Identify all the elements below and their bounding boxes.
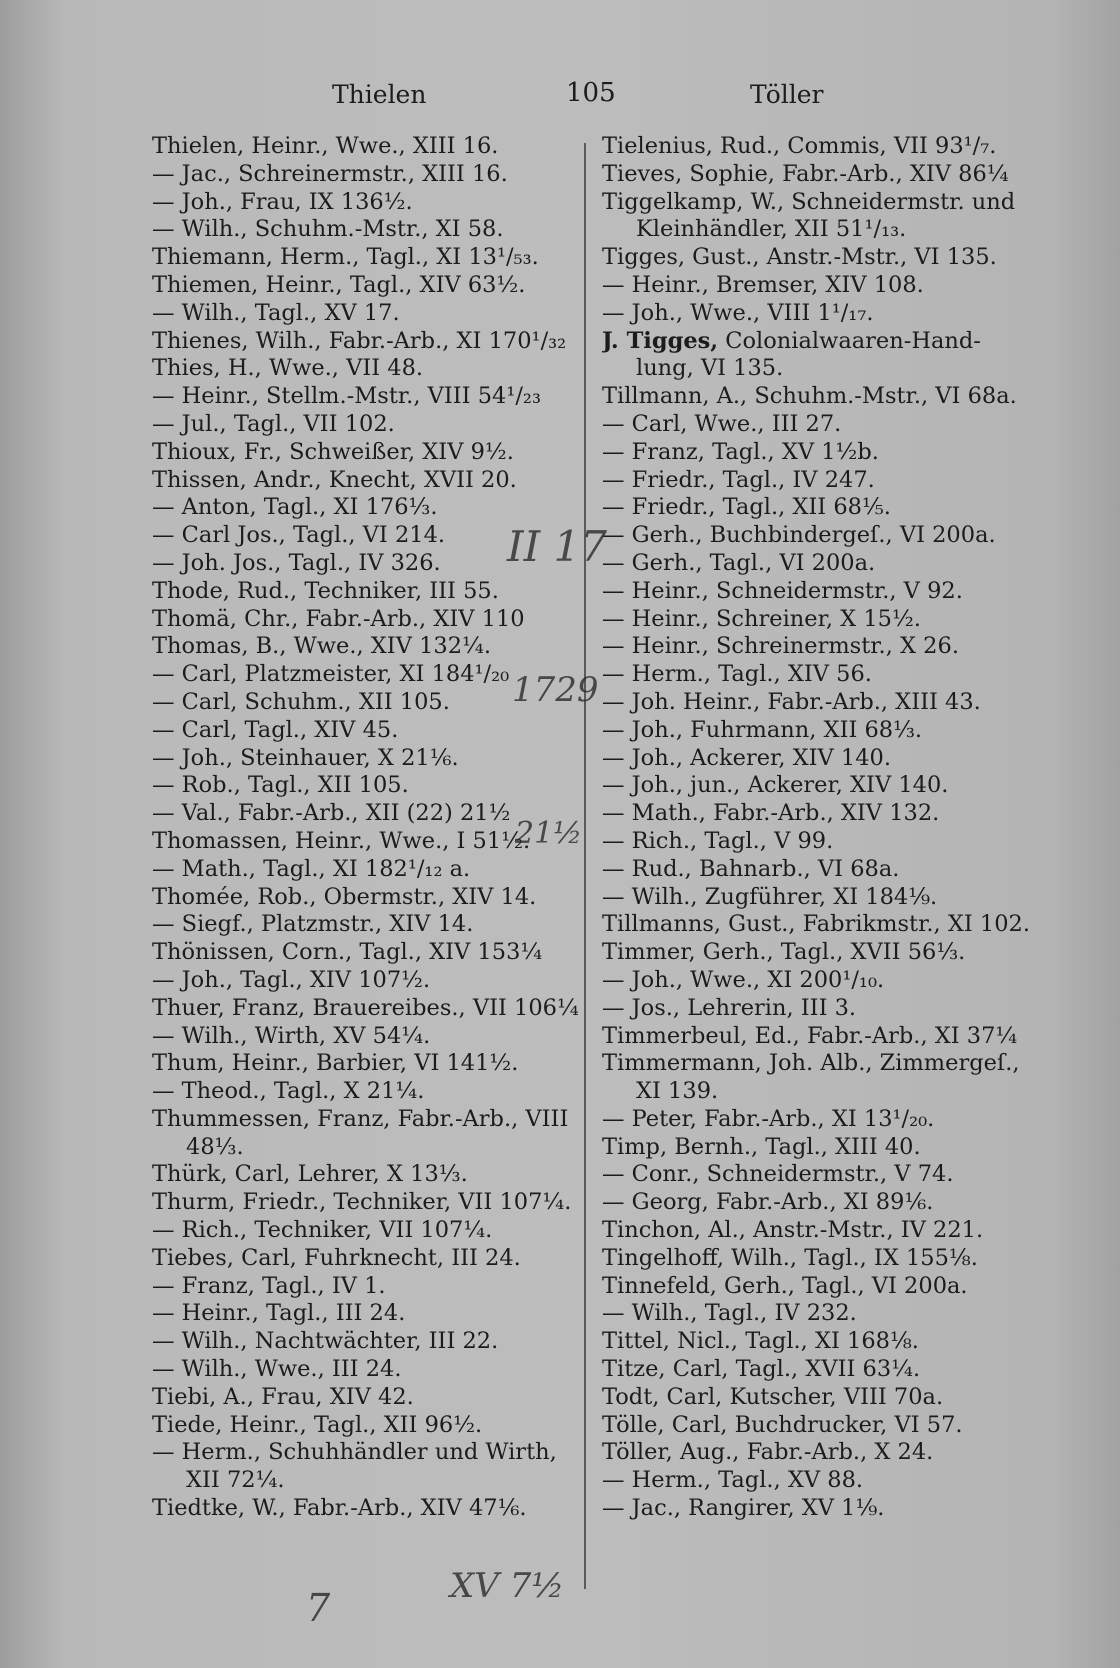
- directory-entry: — Wilh., Zugführer, XI 184⅑.: [602, 883, 938, 910]
- advertiser-detail: Colonialwaaren-Hand-: [718, 327, 981, 354]
- directory-entry: Tölle, Carl, Buchdrucker, VI 57.: [602, 1411, 963, 1438]
- right-column: [602, 133, 1042, 1523]
- directory-entry: — Rich., Techniker, VII 107¼.: [152, 1217, 493, 1244]
- directory-entry: Thomassen, Heinr., Wwe., I 51½.: [152, 827, 531, 854]
- handwritten-note: 21½: [515, 816, 583, 851]
- directory-entry: Thummessen, Franz, Fabr.-Arb., VIII: [152, 1105, 569, 1132]
- directory-entry: Thissen, Andr., Knecht, XVII 20.: [152, 466, 517, 493]
- directory-entry: Thomas, B., Wwe., XIV 132¼.: [152, 633, 492, 660]
- directory-entry: — Carl, Schuhm., XII 105.: [152, 688, 450, 715]
- directory-entry: — Wilh., Schuhm.-Mstr., XI 58.: [152, 216, 504, 243]
- directory-entry: Thuer, Franz, Brauereibes., VII 106¼: [152, 994, 579, 1021]
- directory-entry: Tillmanns, Gust., Fabrikmstr., XI 102.: [602, 911, 1030, 938]
- directory-entry-continuation: XII 72¼.: [186, 1467, 285, 1494]
- directory-entry: Todt, Carl, Kutscher, VIII 70a.: [602, 1383, 944, 1410]
- directory-entry: — Carl, Wwe., III 27.: [602, 410, 842, 437]
- header-right-keyword: Töller: [750, 80, 824, 109]
- directory-entry: — Friedr., Tagl., XII 68⅕.: [602, 494, 891, 521]
- directory-entry: Tiedtke, W., Fabr.-Arb., XIV 47⅙.: [152, 1495, 527, 1522]
- handwritten-note: 1729: [512, 670, 599, 710]
- directory-entry: Tiebes, Carl, Fuhrknecht, III 24.: [152, 1244, 521, 1271]
- directory-entry: Timmermann, Joh. Alb., Zimmergeſ.,: [602, 1050, 1020, 1077]
- directory-entry: — Joh., Tagl., XIV 107½.: [152, 966, 431, 993]
- directory-entry: — Herm., Tagl., XIV 56.: [602, 661, 872, 688]
- directory-entry: — Carl, Tagl., XIV 45.: [152, 716, 399, 743]
- directory-entry: — Jul., Tagl., VII 102.: [152, 410, 395, 437]
- directory-entry: — Joh., Frau, IX 136½.: [152, 188, 413, 215]
- directory-entry: — Jac., Schreinermstr., XIII 16.: [152, 160, 508, 187]
- directory-entry: Thürk, Carl, Lehrer, X 13⅓.: [152, 1161, 468, 1188]
- directory-entry: Timmerbeul, Ed., Fabr.-Arb., XI 37¼: [602, 1022, 1018, 1049]
- header-left-keyword: Thielen: [332, 80, 427, 109]
- directory-entry: Thurm, Friedr., Techniker, VII 107¼.: [152, 1189, 572, 1216]
- directory-entry: — Rud., Bahnarb., VI 68a.: [602, 855, 900, 882]
- directory-entry: — Val., Fabr.-Arb., XII (22) 21½: [152, 800, 511, 827]
- directory-entry: — Jos., Lehrerin, III 3.: [602, 994, 857, 1021]
- directory-entry: Thies, H., Wwe., VII 48.: [152, 355, 424, 382]
- directory-entry: — Conr., Schneidermstr., V 74.: [602, 1161, 954, 1188]
- handwritten-note: 7: [306, 1586, 331, 1630]
- directory-entry: Thode, Rud., Techniker, III 55.: [152, 577, 499, 604]
- directory-entry: Tinchon, Al., Anstr.-Mstr., IV 221.: [602, 1217, 984, 1244]
- directory-entry: — Theod., Tagl., X 21¼.: [152, 1078, 425, 1105]
- directory-entry: — Heinr., Tagl., III 24.: [152, 1300, 406, 1327]
- directory-entry: Timmer, Gerh., Tagl., XVII 56⅓.: [602, 939, 966, 966]
- directory-entry: — Gerh., Tagl., VI 200a.: [602, 549, 876, 576]
- directory-entry: — Anton, Tagl., XI 176⅓.: [152, 494, 438, 521]
- directory-entry: — Joh., Wwe., XI 200¹/₁₀.: [602, 966, 885, 993]
- directory-entry: — Joh., Ackerer, XIV 140.: [602, 744, 892, 771]
- directory-entry: — Franz, Tagl., IV 1.: [152, 1272, 386, 1299]
- handwritten-note: XV 7½: [450, 1566, 565, 1606]
- directory-entry: — Jac., Rangirer, XV 1⅑.: [602, 1495, 885, 1522]
- directory-entry: Tiggelkamp, W., Schneidermstr. und: [602, 188, 1016, 215]
- directory-entry: — Peter, Fabr.-Arb., XI 13¹/₂₀.: [602, 1105, 935, 1132]
- directory-entry: — Friedr., Tagl., IV 247.: [602, 466, 875, 493]
- directory-entry: Timp, Bernh., Tagl., XIII 40.: [602, 1133, 921, 1160]
- directory-entry: — Joh., jun., Ackerer, XIV 140.: [602, 772, 949, 799]
- directory-entry-continuation: XI 139.: [636, 1078, 719, 1105]
- directory-entry: Tieves, Sophie, Fabr.-Arb., XIV 86¼: [602, 160, 1009, 187]
- directory-entry: Thienes, Wilh., Fabr.-Arb., XI 170¹/₃₂: [152, 327, 567, 354]
- advertiser-name: J. Tigges,: [602, 327, 719, 354]
- directory-entry-continuation: 48⅓.: [186, 1133, 244, 1160]
- directory-entry: Thiemen, Heinr., Tagl., XIV 63½.: [152, 271, 526, 298]
- directory-entry: — Joh., Steinhauer, X 21⅙.: [152, 744, 459, 771]
- directory-entry: — Franz, Tagl., XV 1½b.: [602, 438, 879, 465]
- directory-entry: — Gerh., Buchbindergeſ., VI 200a.: [602, 522, 996, 549]
- directory-entry: Tielenius, Rud., Commis, VII 93¹/₇.: [602, 133, 997, 159]
- directory-entry: — Joh., Fuhrmann, XII 68⅓.: [602, 716, 923, 743]
- directory-entry: — Georg, Fabr.-Arb., XI 89⅙.: [602, 1189, 934, 1216]
- directory-entry: Tiede, Heinr., Tagl., XII 96½.: [152, 1411, 483, 1438]
- directory-entry: — Wilh., Tagl., IV 232.: [602, 1300, 857, 1327]
- directory-entry: — Math., Fabr.-Arb., XIV 132.: [602, 800, 940, 827]
- page-header: [0, 72, 1120, 116]
- handwritten-note: II 17: [507, 522, 607, 571]
- directory-entry: — Math., Tagl., XI 182¹/₁₂ a.: [152, 855, 471, 882]
- directory-entry: Thiemann, Herm., Tagl., XI 13¹/₅₃.: [152, 244, 539, 271]
- directory-entry: Thönissen, Corn., Tagl., XIV 153¼: [152, 939, 543, 966]
- directory-entry: Tinnefeld, Gerh., Tagl., VI 200a.: [602, 1272, 968, 1299]
- directory-entry: [602, 328, 1042, 356]
- directory-entry: — Heinr., Stellm.-Mstr., VIII 54¹/₂₃: [152, 383, 541, 410]
- directory-entry: — Carl Jos., Tagl., VI 214.: [152, 522, 446, 549]
- directory-entry: — Joh. Jos., Tagl., IV 326.: [152, 549, 441, 576]
- directory-entry: Thomä, Chr., Fabr.-Arb., XIV 110: [152, 605, 525, 632]
- directory-entry: — Heinr., Schreiner, X 15½.: [602, 605, 921, 632]
- directory-entry: — Wilh., Tagl., XV 17.: [152, 299, 400, 326]
- directory-entry: Töller, Aug., Fabr.-Arb., X 24.: [602, 1439, 934, 1466]
- directory-entry: Thomée, Rob., Obermstr., XIV 14.: [152, 883, 537, 910]
- page-number: 105: [566, 78, 616, 108]
- directory-entry: Thum, Heinr., Barbier, VI 141½.: [152, 1050, 519, 1077]
- directory-entry: — Wilh., Nachtwächter, III 22.: [152, 1328, 499, 1355]
- directory-entry: Tiebi, A., Frau, XIV 42.: [152, 1383, 414, 1410]
- directory-entry: Tingelhoff, Wilh., Tagl., IX 155⅛.: [602, 1244, 978, 1271]
- directory-entry: — Wilh., Wirth, XV 54¼.: [152, 1022, 431, 1049]
- directory-entry: Tillmann, A., Schuhm.-Mstr., VI 68a.: [602, 383, 1017, 410]
- directory-entry: — Heinr., Schreinermstr., X 26.: [602, 633, 959, 660]
- directory-entry: — Joh. Heinr., Fabr.-Arb., XIII 43.: [602, 688, 981, 715]
- directory-entry: Thioux, Fr., Schweißer, XIV 9½.: [152, 438, 514, 465]
- column-divider: [584, 143, 586, 1589]
- directory-entry: — Carl, Platzmeister, XI 184¹/₂₀: [152, 661, 510, 688]
- directory-entry-continuation: Kleinhändler, XII 51¹/₁₃.: [636, 216, 907, 243]
- directory-entry: Tittel, Nicl., Tagl., XI 168⅛.: [602, 1328, 919, 1355]
- directory-entry: — Heinr., Bremser, XIV 108.: [602, 271, 924, 298]
- directory-entry: Thielen, Heinr., Wwe., XIII 16.: [152, 133, 499, 159]
- directory-entry: Titze, Carl, Tagl., XVII 63¼.: [602, 1356, 921, 1383]
- directory-entry: — Rich., Tagl., V 99.: [602, 827, 834, 854]
- directory-entry: Tigges, Gust., Anstr.-Mstr., VI 135.: [602, 244, 997, 271]
- directory-entry: — Siegf., Platzmstr., XIV 14.: [152, 911, 474, 938]
- directory-entry: — Wilh., Wwe., III 24.: [152, 1356, 402, 1383]
- directory-entry: — Herm., Schuhhändler und Wirth,: [152, 1439, 557, 1466]
- directory-entry: — Herm., Tagl., XV 88.: [602, 1467, 864, 1494]
- directory-entry: — Joh., Wwe., VIII 1¹/₁₇.: [602, 299, 874, 326]
- directory-entry: — Heinr., Schneidermstr., V 92.: [602, 577, 963, 604]
- directory-entry-continuation: lung, VI 135.: [636, 355, 784, 382]
- directory-entry: — Rob., Tagl., XII 105.: [152, 772, 409, 799]
